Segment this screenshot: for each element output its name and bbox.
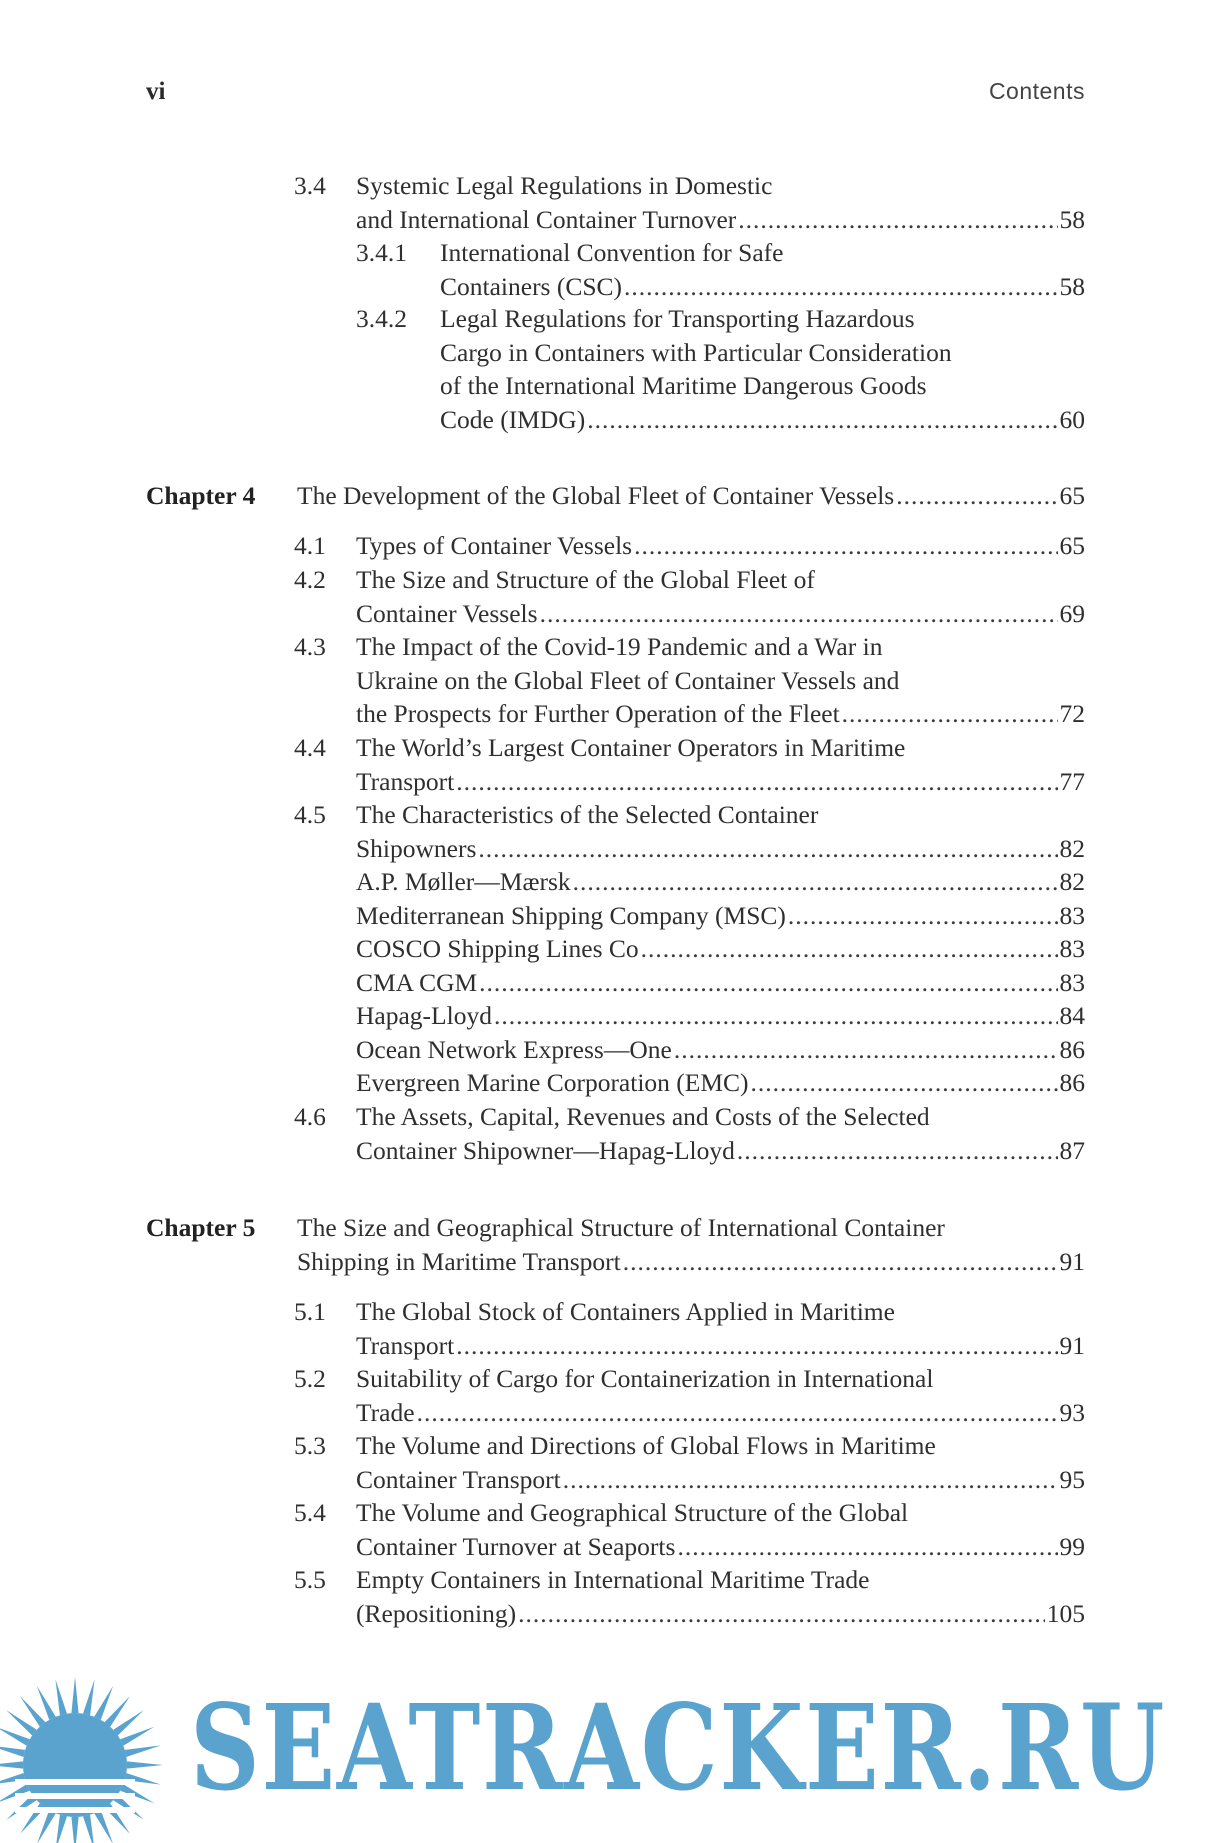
entry-title: The Development of the Global Fleet of Container Vessels — [297, 481, 895, 510]
entry-title-line: Legal Regulations for Transporting Hazardous — [440, 304, 915, 333]
entry-title: Ocean Network Express—One — [356, 1035, 672, 1064]
leader-dots — [494, 999, 1058, 1033]
entry-title: Hapag-Lloyd — [356, 1001, 492, 1030]
entry-title: Container Shipowner—Hapag-Lloyd — [356, 1135, 735, 1165]
entry-title-line: The Size and Structure of the Global Fleet of — [356, 565, 815, 594]
entry-number: 5.1 — [294, 1297, 326, 1326]
entry-title: the Prospects for Further Operation of the Fleet — [356, 699, 840, 729]
leader-dots — [634, 529, 1057, 563]
entry-title: Transport — [356, 1330, 455, 1360]
entry-title-line: The Impact of the Covid-19 Pandemic and a War in — [356, 632, 883, 661]
entry-title-line: The Global Stock of Containers Applied in Maritime — [356, 1297, 895, 1326]
page-ref: 82 — [1059, 867, 1085, 896]
entry-title: Mediterranean Shipping Company (MSC) — [356, 901, 786, 930]
toc-entry[interactable] — [356, 597, 1085, 631]
entry-title: COSCO Shipping Lines Co — [356, 934, 639, 963]
page-ref: 77 — [1059, 766, 1085, 796]
entry-title-line: Empty Containers in International Maritime Trade — [356, 1565, 870, 1594]
page-number: vi — [146, 78, 166, 105]
chapter-label: Chapter 5 — [146, 1213, 256, 1242]
entry-title: Shipping in Maritime Transport — [297, 1246, 621, 1276]
entry-title-line: The Assets, Capital, Revenues and Costs of the Selected — [356, 1102, 930, 1131]
toc-entry[interactable] — [356, 1066, 1085, 1100]
entry-title: Container Transport — [356, 1464, 561, 1494]
page-ref: 93 — [1059, 1397, 1085, 1427]
entry-number: 5.2 — [294, 1364, 326, 1393]
entry-title: CMA CGM — [356, 968, 478, 997]
toc-entry[interactable] — [356, 832, 1085, 866]
leader-dots — [540, 597, 1058, 631]
page-ref: 83 — [1059, 901, 1085, 930]
entry-title: Code (IMDG) — [440, 404, 586, 434]
leader-dots — [563, 1463, 1058, 1497]
entry-number: 4.1 — [294, 531, 326, 560]
entry-number: 4.6 — [294, 1102, 326, 1131]
entry-number: 5.3 — [294, 1431, 326, 1460]
leader-dots — [738, 203, 1057, 237]
entry-title-line: Suitability of Cargo for Containerization in International — [356, 1364, 934, 1393]
entry-title: Transport — [356, 766, 455, 796]
toc-entry[interactable] — [356, 1463, 1085, 1497]
toc-entry[interactable] — [297, 479, 1085, 513]
toc-entry[interactable] — [356, 1134, 1085, 1168]
page-ref: 83 — [1059, 968, 1085, 997]
leader-dots — [479, 966, 1057, 1000]
leader-dots — [737, 1134, 1058, 1168]
entry-number: 3.4 — [294, 171, 326, 200]
toc-entry[interactable] — [356, 999, 1085, 1033]
entry-title-line: The Volume and Directions of Global Flows in Maritime — [356, 1431, 936, 1460]
chapter-label: Chapter 4 — [146, 481, 256, 510]
entry-title: Container Vessels — [356, 598, 538, 628]
toc-entry[interactable] — [356, 765, 1085, 799]
leader-dots — [788, 899, 1058, 933]
leader-dots — [896, 479, 1057, 513]
page-ref: 58 — [1059, 271, 1085, 301]
entry-title-line: The World’s Largest Container Operators in Maritime — [356, 733, 906, 762]
leader-dots — [456, 1329, 1057, 1363]
running-title: Contents — [988, 78, 1085, 104]
toc-entry[interactable] — [356, 1329, 1085, 1363]
page-ref: 84 — [1059, 1001, 1085, 1030]
toc-entry[interactable] — [440, 270, 1085, 304]
entry-number: 3.4.1 — [356, 238, 407, 267]
leader-dots — [478, 832, 1057, 866]
toc-entry[interactable] — [297, 1245, 1085, 1279]
page-ref: 86 — [1059, 1035, 1085, 1064]
entry-number: 4.2 — [294, 565, 326, 594]
leader-dots — [674, 1033, 1058, 1067]
leader-dots — [751, 1066, 1058, 1100]
page-ref: 82 — [1059, 833, 1085, 863]
entry-title: Containers (CSC) — [440, 271, 623, 301]
toc-entry[interactable] — [440, 403, 1085, 437]
toc-entry[interactable] — [356, 1033, 1085, 1067]
leader-dots — [518, 1597, 1045, 1631]
page-ref: 83 — [1059, 934, 1085, 963]
page-ref: 58 — [1059, 204, 1085, 234]
entry-number: 5.4 — [294, 1498, 326, 1527]
entry-title-line: The Characteristics of the Selected Container — [356, 800, 819, 829]
entry-title: Types of Container Vessels — [356, 531, 633, 560]
page-ref: 91 — [1059, 1330, 1085, 1360]
page-ref: 60 — [1059, 404, 1085, 434]
toc-entry[interactable] — [356, 899, 1085, 933]
entry-title: Container Turnover at Seaports — [356, 1531, 676, 1561]
entry-title-line: The Size and Geographical Structure of International Container — [297, 1213, 945, 1242]
entry-number: 4.4 — [294, 733, 326, 762]
toc-entry[interactable] — [356, 1530, 1085, 1564]
page-ref: 65 — [1059, 481, 1085, 510]
leader-dots — [623, 1245, 1058, 1279]
entry-title: (Repositioning) — [356, 1598, 517, 1628]
toc-entry[interactable] — [356, 1396, 1085, 1430]
page-ref: 69 — [1059, 598, 1085, 628]
leader-dots — [641, 932, 1058, 966]
entry-title: Trade — [356, 1397, 415, 1427]
entry-title: and International Container Turnover — [356, 204, 737, 234]
toc-entry[interactable] — [356, 966, 1085, 1000]
entry-title: A.P. Møller—Mærsk — [356, 867, 571, 896]
entry-number: 4.3 — [294, 632, 326, 661]
page-ref: 99 — [1059, 1531, 1085, 1561]
toc-entry[interactable] — [356, 932, 1085, 966]
page-ref: 95 — [1059, 1464, 1085, 1494]
leader-dots — [624, 270, 1057, 304]
entry-title-line: International Convention for Safe — [440, 238, 784, 267]
leader-dots — [587, 403, 1057, 437]
toc-entry[interactable] — [356, 697, 1085, 731]
page-ref: 87 — [1059, 1135, 1085, 1165]
entry-title-line: of the International Maritime Dangerous Goods — [440, 371, 927, 401]
entry-number: 3.4.2 — [356, 304, 407, 333]
entry-title-line: The Volume and Geographical Structure of the Global — [356, 1498, 909, 1527]
toc-entry[interactable] — [356, 865, 1085, 899]
leader-dots — [842, 697, 1058, 731]
entry-title-line: Systemic Legal Regulations in Domestic — [356, 171, 773, 200]
entry-number: 5.5 — [294, 1565, 326, 1594]
page-ref: 91 — [1059, 1246, 1085, 1276]
leader-dots — [417, 1396, 1058, 1430]
page-ref: 105 — [1046, 1598, 1085, 1628]
entry-title: Evergreen Marine Corporation (EMC) — [356, 1068, 749, 1097]
toc-entry[interactable] — [356, 1597, 1085, 1631]
page-ref: 65 — [1059, 531, 1085, 560]
watermark-text: SEATRACKER.RU — [190, 1678, 1166, 1817]
leader-dots — [456, 765, 1057, 799]
leader-dots — [573, 865, 1058, 899]
entry-title-line: Ukraine on the Global Fleet of Container Vessels and — [356, 665, 900, 695]
page-ref: 72 — [1059, 699, 1085, 729]
toc-entry[interactable] — [356, 203, 1085, 237]
toc-entry[interactable] — [356, 529, 1085, 563]
entry-title: Shipowners — [356, 833, 477, 863]
entry-number: 4.5 — [294, 800, 326, 829]
leader-dots — [677, 1530, 1057, 1564]
entry-title-line: Cargo in Containers with Particular Consideration — [440, 337, 952, 367]
page-ref: 86 — [1059, 1068, 1085, 1097]
